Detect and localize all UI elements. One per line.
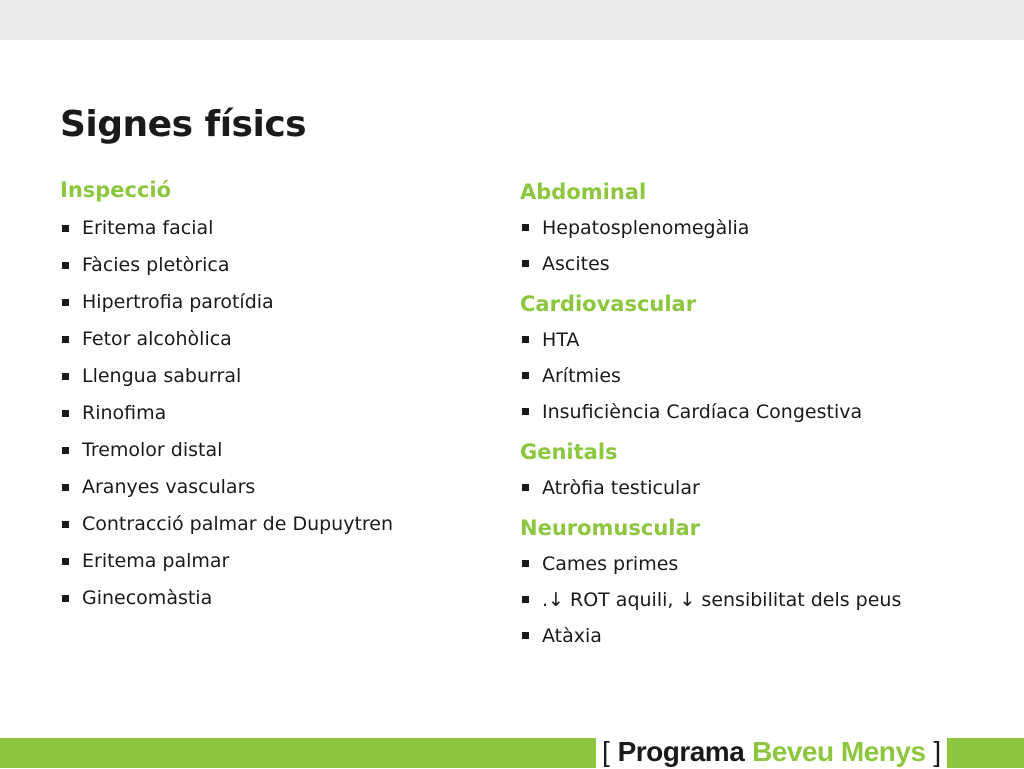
square-bullet-icon — [62, 595, 69, 602]
square-bullet-icon — [62, 336, 69, 343]
list-item — [60, 580, 480, 617]
list-item-text: Ginecomàstia — [82, 587, 213, 609]
square-bullet-icon — [522, 260, 529, 267]
list-item — [60, 506, 480, 543]
left-column — [60, 176, 480, 617]
list-item — [520, 360, 1000, 396]
list-item-text: Atròfia testicular — [542, 477, 700, 499]
list-item — [60, 284, 480, 321]
square-bullet-icon — [62, 262, 69, 269]
list-item — [60, 469, 480, 506]
section-heading-genitals: Genitals — [520, 440, 618, 464]
list-item — [520, 396, 1000, 432]
list-item — [60, 358, 480, 395]
list-item — [520, 584, 1000, 620]
list-item — [520, 472, 1000, 508]
list-item-text: Atàxia — [542, 625, 602, 647]
square-bullet-icon — [62, 521, 69, 528]
neuromuscular-list — [520, 548, 1000, 656]
list-item — [60, 432, 480, 469]
list-item-text: Fàcies pletòrica — [82, 254, 230, 276]
square-bullet-icon — [522, 560, 529, 567]
list-item-text: Contracció palmar de Dupuytren — [82, 513, 394, 535]
list-item-text: Ascites — [542, 253, 610, 275]
list-item-text: Arítmies — [542, 365, 621, 387]
list-item-text: HTA — [542, 329, 580, 351]
square-bullet-icon — [62, 225, 69, 232]
right-column — [520, 176, 1000, 656]
top-bar — [0, 0, 1024, 40]
list-item-text: .↓ ROT aquili, ↓ sensibilitat dels peus — [542, 589, 902, 611]
list-item-text: Eritema facial — [82, 217, 214, 239]
list-item-text: Cames primes — [542, 553, 679, 575]
square-bullet-icon — [62, 447, 69, 454]
square-bullet-icon — [522, 372, 529, 379]
list-item — [520, 212, 1000, 248]
list-item — [520, 548, 1000, 584]
section-heading-neuromuscular: Neuromuscular — [520, 516, 701, 540]
list-item-text: Hepatosplenomegàlia — [542, 217, 750, 239]
list-item-text: Rinofima — [82, 402, 167, 424]
list-item-text: Aranyes vasculars — [82, 476, 256, 498]
square-bullet-icon — [62, 558, 69, 565]
square-bullet-icon — [62, 410, 69, 417]
square-bullet-icon — [62, 299, 69, 306]
list-item-text: Eritema palmar — [82, 550, 230, 572]
square-bullet-icon — [62, 373, 69, 380]
list-item — [520, 248, 1000, 284]
program-logo — [596, 735, 947, 768]
abdominal-list — [520, 212, 1000, 284]
section-heading-abdominal: Abdominal — [520, 180, 647, 204]
square-bullet-icon — [522, 224, 529, 231]
square-bullet-icon — [522, 632, 529, 639]
square-bullet-icon — [522, 596, 529, 603]
slide-title: Signes físics — [60, 104, 307, 145]
list-item — [60, 543, 480, 580]
list-item — [520, 620, 1000, 656]
square-bullet-icon — [62, 484, 69, 491]
list-item-text: Llengua saburral — [82, 365, 242, 387]
section-heading-cardiovascular: Cardiovascular — [520, 292, 697, 316]
list-item — [520, 324, 1000, 360]
list-item — [60, 210, 480, 247]
list-item-text: Hipertrofia parotídia — [82, 291, 274, 313]
list-item-text: Tremolor distal — [82, 439, 223, 461]
section-heading-inspeccio: Inspecció — [60, 178, 172, 202]
logo-bracket-open: [ — [602, 736, 610, 767]
square-bullet-icon — [522, 408, 529, 415]
logo-bracket-close: ] — [933, 736, 942, 767]
square-bullet-icon — [522, 484, 529, 491]
genitals-list — [520, 472, 1000, 508]
list-item-text: Insuficiència Cardíaca Congestiva — [542, 401, 863, 423]
logo-word-beveu-menys: Beveu Menys — [752, 736, 926, 767]
cardiovascular-list — [520, 324, 1000, 432]
logo-word-programa: Programa — [617, 736, 745, 767]
inspeccio-list — [60, 210, 480, 617]
list-item — [60, 247, 480, 284]
square-bullet-icon — [522, 336, 529, 343]
list-item-text: Fetor alcohòlica — [82, 328, 232, 350]
list-item — [60, 395, 480, 432]
list-item — [60, 321, 480, 358]
